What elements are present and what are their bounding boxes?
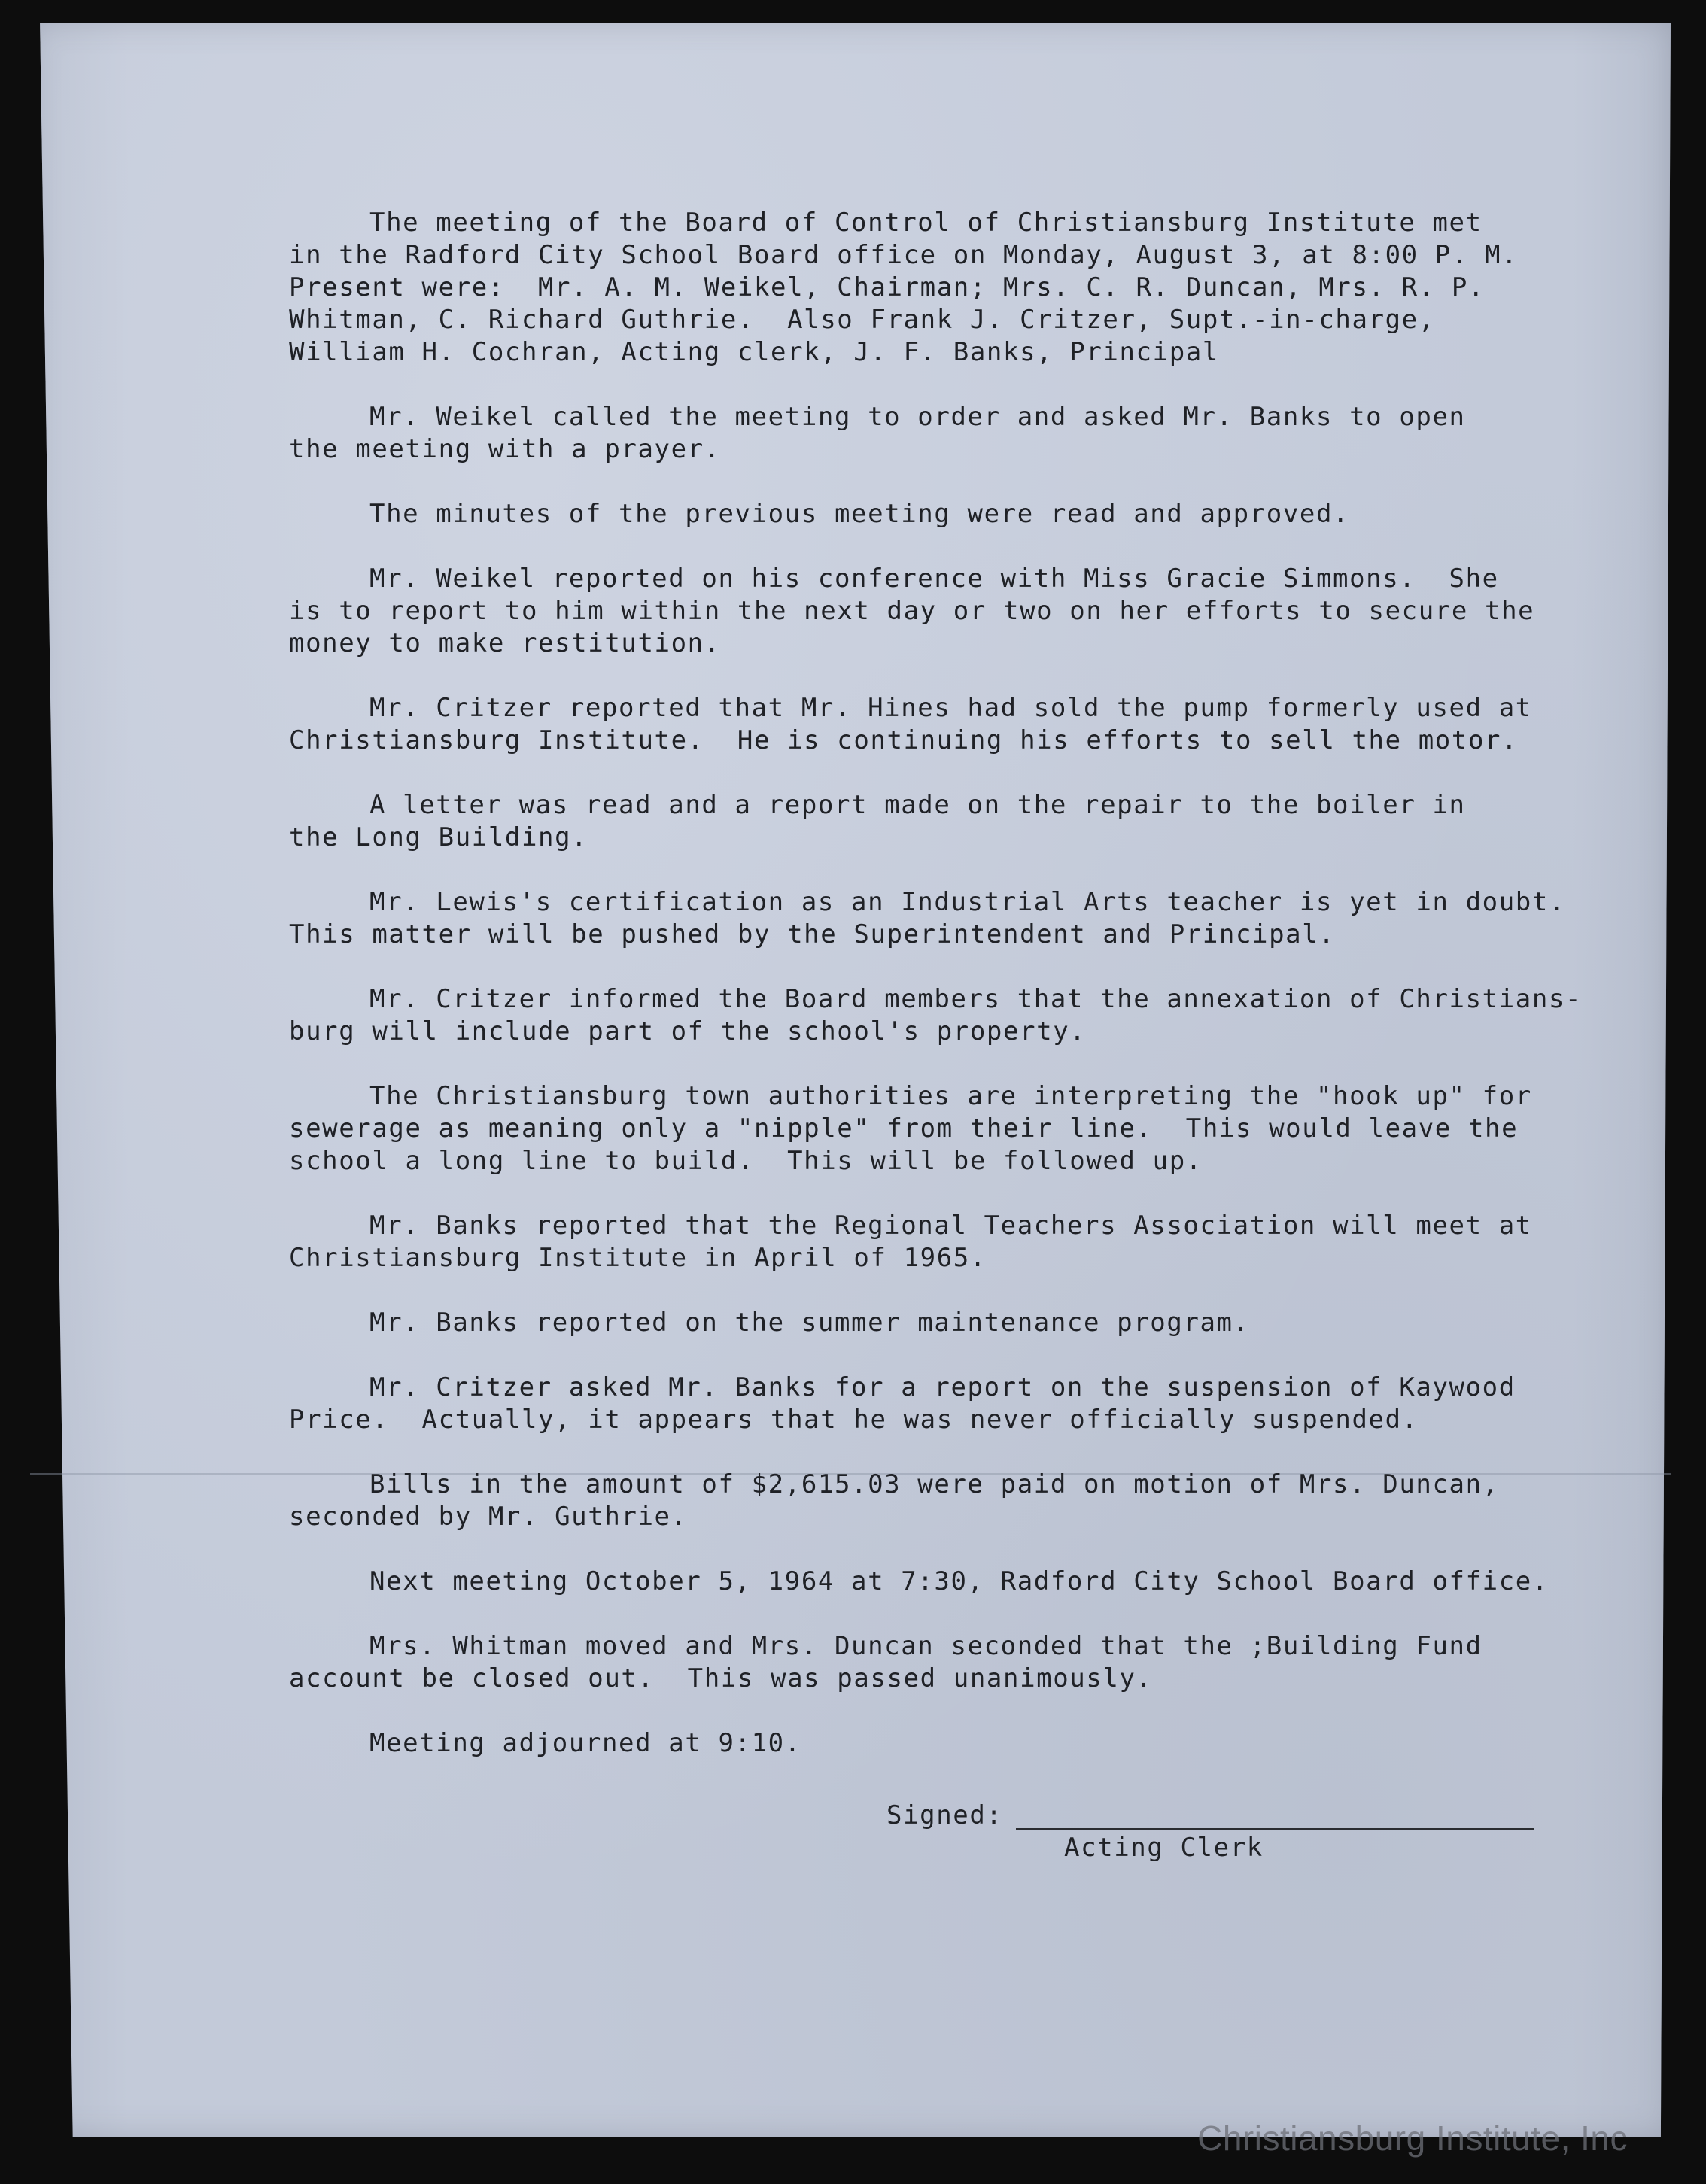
paragraph-annexation: [289, 983, 1583, 1048]
text-line: The Christiansburg town authorities are interpreting the "hook up" for: [369, 1081, 1532, 1111]
text-line: Price. Actually, it appears that he was never officially suspended.: [289, 1405, 1419, 1435]
text-line: A letter was read and a report made on the repair to the boiler in: [369, 790, 1466, 820]
paragraph-maintenance: [289, 1307, 1568, 1339]
text-line: William H. Cochran, Acting clerk, J. F. Banks, Principal: [289, 337, 1219, 367]
text-line: Mr. Banks reported on the summer maintenance program.: [369, 1308, 1250, 1338]
text-line: Mr. Weikel called the meeting to order and asked Mr. Banks to open: [369, 402, 1466, 432]
text-line: Whitman, C. Richard Guthrie. Also Frank J. Critzer, Supt.-in-charge,: [289, 305, 1435, 335]
paragraph-call-to-order: [289, 401, 1568, 466]
text-line: school a long line to build. This will be followed up.: [289, 1146, 1203, 1176]
paragraph-teachers-association: [289, 1210, 1568, 1274]
signed-label: Signed:: [886, 1800, 1003, 1830]
meeting-minutes-body: [289, 207, 1583, 1792]
text-line: the meeting with a prayer.: [289, 434, 721, 464]
paragraph-adjournment: [289, 1727, 1568, 1760]
paragraph-next-meeting: [289, 1566, 1568, 1598]
paragraph-minutes-approved: [289, 498, 1568, 530]
paragraph-pump-sale: [289, 692, 1568, 757]
text-line: Mrs. Whitman moved and Mrs. Duncan seconded that the ;Building Fund: [369, 1631, 1482, 1661]
text-line: Next meeting October 5, 1964 at 7:30, Radford City School Board office.: [369, 1566, 1549, 1596]
signature-caption: Acting Clerk: [1064, 1833, 1264, 1863]
text-line: Present were: Mr. A. M. Weikel, Chairman; Mrs. C. R. Duncan, Mrs. R. P.: [289, 272, 1486, 302]
text-line: Mr. Critzer reported that Mr. Hines had sold the pump formerly used at: [369, 693, 1532, 723]
text-line: is to report to him within the next day or two on her efforts to secure the: [289, 596, 1535, 626]
text-line: in the Radford City School Board office on Monday, August 3, at 8:00 P. M.: [289, 240, 1519, 270]
paragraph-attendance: [289, 207, 1568, 369]
text-line: Mr. Critzer asked Mr. Banks for a report on the suspension of Kaywood: [369, 1372, 1516, 1402]
text-line: sewerage as meaning only a "nipple" from their line. This would leave the: [289, 1113, 1519, 1144]
text-line: Bills in the amount of $2,615.03 were paid on motion of Mrs. Duncan,: [369, 1469, 1499, 1499]
paragraph-bills: [289, 1469, 1568, 1533]
text-line: Meeting adjourned at 9:10.: [369, 1728, 801, 1758]
text-line: The meeting of the Board of Control of Christiansburg Institute met: [369, 208, 1482, 238]
signature-line: [1016, 1828, 1534, 1830]
signature-block: [886, 1800, 1264, 1863]
text-line: Mr. Critzer informed the Board members that the annexation of Christians-: [369, 984, 1583, 1014]
text-line: Christiansburg Institute. He is continuing his efforts to sell the motor.: [289, 725, 1519, 755]
text-line: seconded by Mr. Guthrie.: [289, 1502, 688, 1532]
text-line: The minutes of the previous meeting were read and approved.: [369, 499, 1350, 529]
text-line: money to make restitution.: [289, 628, 721, 658]
text-line: burg will include part of the school's property.: [289, 1016, 1087, 1046]
text-line: Mr. Lewis's certification as an Industrial Arts teacher is yet in doubt.: [369, 887, 1566, 917]
text-line: account be closed out. This was passed unanimously.: [289, 1663, 1153, 1693]
text-line: the Long Building.: [289, 822, 588, 852]
paragraph-simmons-conference: [289, 563, 1568, 660]
paragraph-sewerage: [289, 1080, 1568, 1177]
paragraph-boiler-repair: [289, 789, 1568, 854]
text-line: Mr. Weikel reported on his conference with Miss Gracie Simmons. She: [369, 563, 1499, 594]
text-line: This matter will be pushed by the Superintendent and Principal.: [289, 919, 1336, 949]
paragraph-suspension: [289, 1371, 1568, 1436]
paragraph-lewis-certification: [289, 886, 1568, 951]
text-line: Mr. Banks reported that the Regional Teachers Association will meet at: [369, 1210, 1532, 1241]
paragraph-building-fund: [289, 1630, 1568, 1695]
text-line: Christiansburg Institute in April of 1965.: [289, 1243, 987, 1273]
watermark-text: Christiansburg Institute, Inc: [1197, 2119, 1628, 2158]
